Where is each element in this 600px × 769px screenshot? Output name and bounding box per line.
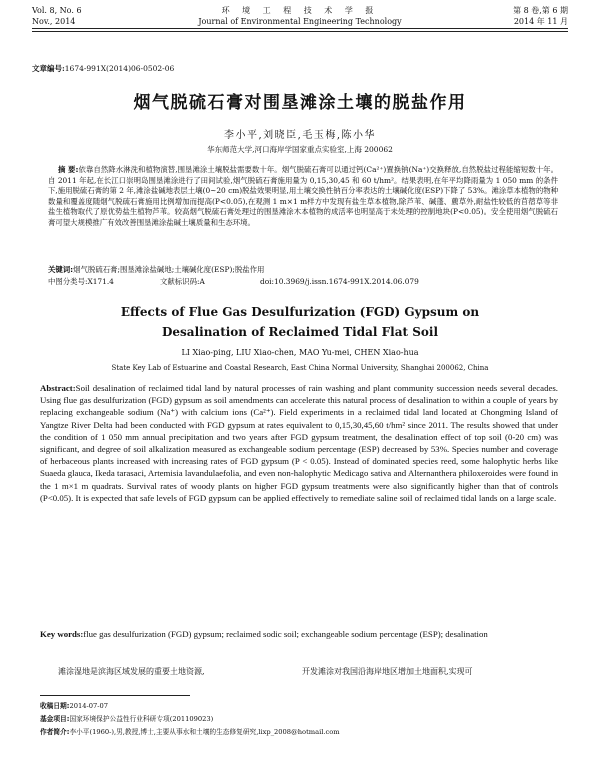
author-note-text: 李小平(1960-),男,教授,博士,主要从事水和土壤的生态修复研究,lixp_2008@hotmail.com: [69, 728, 340, 736]
english-affiliation: State Key Lab of Estuarine and Coastal Research, East China Normal University, Shanghai 200062, China: [111, 364, 489, 372]
chinese-affiliation: 华东师范大学,河口海岸学国家重点实验室,上海 200062: [207, 145, 393, 154]
header-right: [513, 6, 568, 27]
chinese-title: 烟气脱硫石膏对围垦滩涂土壤的脱盐作用: [133, 93, 467, 113]
journal-title-zh: 环 境 工 程 技 术 学 报: [221, 6, 379, 15]
fund-text: 国家环境保护公益性行业科研专项(201109023): [69, 715, 214, 723]
english-abstract: [40, 382, 558, 504]
header-center: [32, 6, 568, 27]
chinese-abstract: [48, 165, 558, 229]
clc-label: 中图分类号:: [48, 277, 88, 286]
doi: doi:10.3969/j.issn.1674-991X.2014.06.079: [260, 277, 419, 286]
chinese-abstract-label: 摘 要:: [58, 165, 79, 174]
received-label: 收稿日期:: [40, 702, 70, 710]
classification-info: [48, 277, 558, 288]
english-title-line-1: Effects of Flue Gas Desulfurization (FGD) Gypsum on: [120, 305, 480, 319]
english-abstract-label: Abstract:: [40, 383, 76, 393]
footnote-fund: [40, 714, 560, 724]
body-left-column: 滩涂湿地是滨海区域发展的重要土地资源,: [58, 667, 205, 676]
volume-info-zh: 第 8 卷,第 6 期: [513, 6, 568, 15]
footnote-author: [40, 727, 560, 737]
received-date: 2014-07-07: [69, 702, 108, 710]
chinese-keywords: [48, 265, 558, 276]
issue-date: Nov., 2014: [32, 16, 76, 26]
chinese-keywords-text: 烟气脱硫石膏;围垦滩涂盐碱地;土壤碱化度(ESP);脱盐作用: [73, 265, 265, 274]
volume-info: Vol. 8, No. 6: [32, 6, 82, 15]
footnote-received: [40, 701, 560, 711]
journal-title-en: Journal of Environmental Engineering Technology: [198, 16, 402, 26]
english-title: [0, 302, 600, 342]
english-abstract-text: Soil desalination of reclaimed tidal land by natural processes of rain washing and plant community succession needs several decades. Using flue gas desulfurization (FGD) gypsum as soil amendments can accelerate this natural process of desalination to within a couple of years by replacing exchangeable sodium (Na⁺) with calcium ions (Ca²⁺). Field experiments in a reclaimed tidal land located at Chongming Island of Yangtze River Delta had been conducted with FGD gypsum at rates equivalent to 0,15,30,45,60 t/hm² since 2011. The results showed that under the condition of 1 050 mm annual precipitation and two years after FGD gypsum treatment, the desalination effect of top soil (0-20 cm) was significant, and degree of soil alkalization measured as exchangeable sodium percentage (ESP) decreased by 53%. Species number and coverage of herbaceous plants increased with increasing rates of FGD gypsum (P < 0.05). Instead of dominated species reed, some halophytic herbs like Suaeda glauca, Ikeda tarasaci, Artemisia lavandulaefolia, and even non-halophytic Medicago sativa and Alternanthera philoxeroides were found in the 1 m×1 m quadrats. Survival rates of woody plants on higher FGD gypsum treatments were also significantly higher than that of controls (P<0.05). It is expected that safe levels of FGD gypsum can be applied effectively to remediate saline soil of reclaimed tidal lands on a large scale.: [40, 383, 558, 503]
chinese-keywords-label: 关键词:: [48, 265, 74, 274]
article-number-label: 文章编号:: [32, 64, 65, 73]
footnote-rule: [40, 695, 190, 696]
english-keywords-label: Key words:: [40, 629, 84, 639]
issue-date-zh: 2014 年 11 月: [513, 16, 568, 26]
author-note-label: 作者简介:: [40, 728, 70, 736]
doc-value: A: [199, 277, 205, 286]
doc-code: [160, 277, 260, 288]
english-title-line-2: Desalination of Reclaimed Tidal Flat Soil: [162, 325, 438, 339]
english-keywords: [40, 628, 558, 640]
english-authors: LI Xiao-ping, LIU Xiao-chen, MAO Yu-mei, CHEN Xiao-hua: [181, 348, 419, 357]
header-rule-thin: [32, 31, 568, 32]
running-header: [32, 6, 568, 44]
english-keywords-text: flue gas desulfurization (FGD) gypsum; reclaimed sodic soil; exchangeable sodium percentage (ESP); desalination: [83, 629, 488, 639]
clc-value: X171.4: [87, 277, 114, 286]
chinese-authors: 李小平,刘晓臣,毛玉梅,陈小华: [223, 130, 377, 141]
fund-label: 基金项目:: [40, 715, 70, 723]
header-rule-thick: [32, 28, 568, 29]
clc-code: [48, 277, 160, 288]
article-number-value: 1674-991X(2014)06-0502-06: [64, 64, 175, 73]
chinese-abstract-text: 依靠自然降水淋洗和植物演替,围垦滩涂土壤脱盐需要数十年。烟气脱硫石膏可以通过钙(Ca²⁺)置换钠(Na⁺)交换释放,自然脱盐过程能缩短数十年。自 2011 年起,在长江口崇明岛围垦滩涂进行了田间试验,烟气脱硫石膏施用量为 0,15,30,45 和 60 t/hm²。结果表明,在年平均降雨量为 1 050 mm 的条件下,施用脱硫石膏的第 2 年,滩涂盐碱地表层土壤(0~20 cm)脱盐效果明显,用土壤交换性钠百分率表达的土壤碱化度(ESP)下降了 53%。滩涂草本植物的物种数量和覆盖度随烟气脱硫石膏施用比例增加而提高(P<0.05),在观测 1 m×1 m样方中发现有盐生草本植物,除芦苇、碱蓬、藨草外,耐盐性较低的苜蓿草等非盐生植物取代了原优势盐生植物芦苇。较高烟气脱硫石膏处理过的围垦滩涂木本植物的成活率也明显高于未处理的控制地块(P<0.05)。安全使用烟气脱硫石膏可望大规模推广有效改善围垦滩涂盐碱土壤质量和生态环境。: [48, 165, 558, 227]
article-number: [32, 63, 174, 74]
body-right-column: 开发滩涂对我国沿海岸地区增加土地面积,实现可: [302, 667, 473, 676]
doc-label: 文献标识码:: [160, 277, 200, 286]
